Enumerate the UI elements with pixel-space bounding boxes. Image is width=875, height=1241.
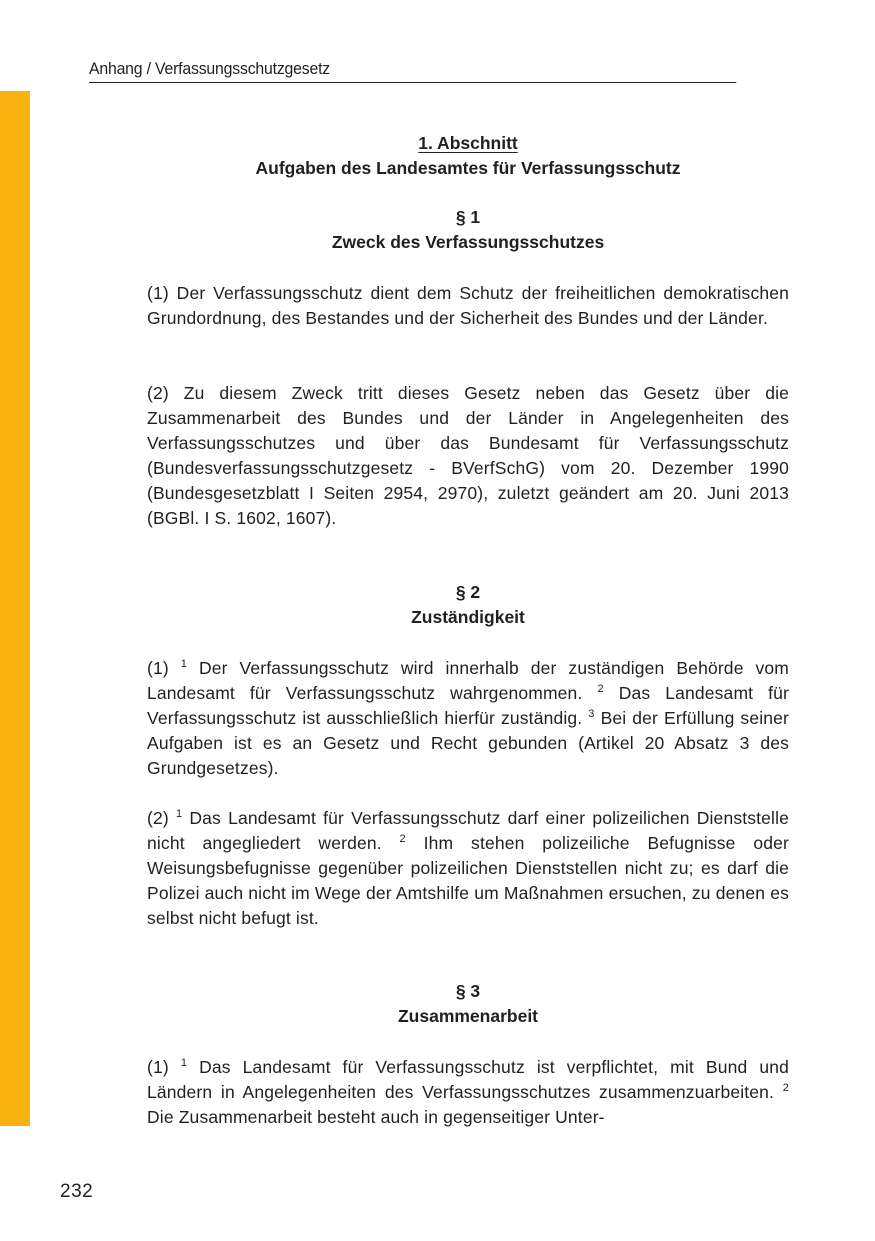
sentence: Der Verfassungsschutz wird innerhalb der zuständigen Behörde vom Landesamt für Verfassungsschutz wahrgenommen. — [147, 658, 790, 703]
section-title: Aufgaben des Landesamtes für Verfassungsschutz — [255, 158, 681, 178]
section-label: 1. Abschnitt — [418, 133, 518, 153]
running-header: Anhang / Verfassungsschutzgesetz — [89, 58, 736, 83]
sentence: Ihm stehen polizeiliche Befugnisse oder Weisungsbefugnisse gegenüber polizeilichen Dienststellen nicht zu; es darf die Polizei auch nicht im Wege der Amtshilfe um Maßnahmen ersuchen, zu denen es selbst nicht befugt ist. — [147, 833, 789, 928]
paragraph-1-heading — [147, 205, 789, 255]
sentence: Das Landesamt für Verfassungsschutz ist ausschließlich hierfür zuständig. — [147, 683, 790, 728]
sentence-number: 3 — [588, 708, 595, 720]
sentence: Die Zusammenarbeit besteht auch in gegenseitiger Unter- — [147, 1107, 605, 1127]
paragraph-number: § 2 — [455, 582, 481, 602]
p2-subsection-1 — [147, 656, 789, 781]
subsection-label: (1) — [147, 658, 169, 678]
paragraph-title: Zuständigkeit — [411, 607, 525, 627]
sentence-number: 1 — [180, 1057, 188, 1069]
paragraph-number: § 3 — [455, 981, 481, 1001]
paragraph-title: Zusammenarbeit — [397, 1006, 539, 1026]
section-heading — [147, 131, 789, 181]
paragraph-3-heading — [147, 979, 789, 1029]
p3-subsection-1 — [147, 1055, 789, 1130]
chapter-tab-marker — [0, 91, 30, 1126]
sentence-number: 1 — [180, 658, 188, 670]
p1-subsection-1: (1) Der Verfassungsschutz dient dem Schutz der freiheitlichen demokratischen Grundordnung, des Bestandes und der Sicherheit des Bundes und der Länder. — [147, 283, 789, 328]
subsection-label: (1) — [147, 1057, 169, 1077]
sentence: Das Landesamt für Verfassungsschutz ist verpflichtet, mit Bund und Ländern in Angelegenheiten des Verfassungsschutzes zusammenzuarbeiten. — [147, 1057, 789, 1102]
sentence-number: 2 — [399, 833, 406, 845]
p1-subsection-2: (2) Zu diesem Zweck tritt dieses Gesetz neben das Gesetz über die Zusammenarbeit des Bundes und der Länder in Angelegenheiten des Verfassungsschutzes und über das Bundesamt für Verfassungsschutz (Bundesverfassungsschutzgesetz - BVerfSchG) vom 20. Dezember 1990 (Bundesgesetzblatt I Seiten 2954, 2970), zuletzt geändert am 20. Juni 2013 (BGBl. I S. 1602, 1607). — [147, 383, 789, 528]
sentence-number: 1 — [175, 808, 183, 820]
paragraph-title: Zweck des Verfassungsschutzes — [331, 232, 605, 252]
sentence: Das Landesamt für Verfassungsschutz darf einer polizeilichen Dienststelle nicht angegliedert werden. — [147, 808, 789, 853]
subsection-label: (2) — [147, 808, 169, 828]
paragraph-number: § 1 — [455, 207, 481, 227]
paragraph-2-heading — [147, 580, 789, 630]
sentence: Bei der Erfüllung seiner Aufgaben ist es an Gesetz und Recht gebunden (Artikel 20 Absatz 3 des Grundgesetzes). — [147, 708, 789, 778]
sentence-number: 2 — [782, 1082, 789, 1094]
page-number: 232 — [60, 1181, 94, 1202]
p2-subsection-2 — [147, 806, 789, 931]
sentence-number: 2 — [597, 683, 604, 695]
